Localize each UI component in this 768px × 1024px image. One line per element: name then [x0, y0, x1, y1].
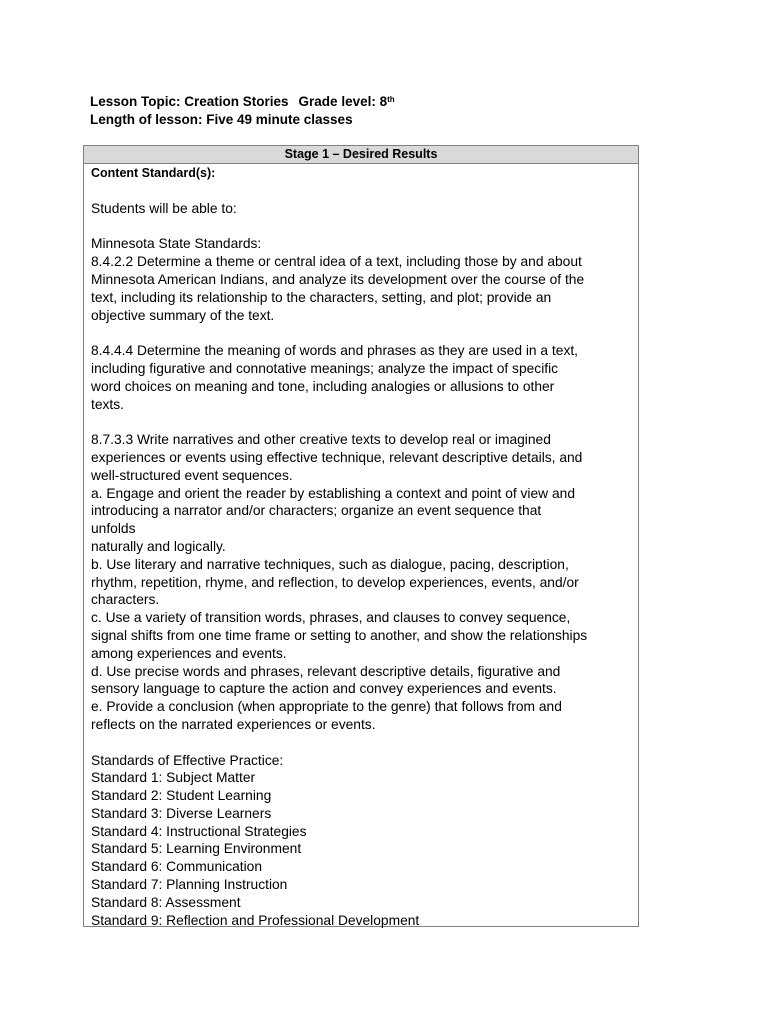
effective-practice-item: Standard 3: Diverse Learners — [91, 805, 272, 821]
effective-practice-item: Standard 4: Instructional Strategies — [91, 823, 307, 839]
standard-text-line: 8.7.3.3 Write narratives and other creative texts to develop real or imagined — [91, 432, 551, 448]
standard-text-line: word choices on meaning and tone, including analogies or allusions to other — [91, 378, 555, 394]
effective-practice-item: Standard 9: Reflection and Professional Development — [91, 912, 420, 928]
standard-text-line: reflects on the narrated experiences or events. — [91, 716, 376, 732]
standard-text-line: a. Engage and orient the reader by establishing a context and point of view and — [91, 485, 575, 501]
grade-suffix: th — [387, 95, 395, 104]
standard-text-line: b. Use literary and narrative techniques, such as dialogue, pacing, description, — [91, 556, 569, 572]
topic-line — [90, 93, 395, 111]
standard-text-line: introducing a narrator and/or characters; organize an event sequence that — [91, 503, 542, 519]
standard-text-line: rhythm, repetition, rhyme, and reflection, to develop experiences, events, and/or — [91, 574, 579, 590]
standard-text-line: e. Provide a conclusion (when appropriate to the genre) that follows from and — [91, 699, 562, 715]
standard-text-line: 8.4.2.2 Determine a theme or central idea of a text, including those by and about — [91, 254, 582, 270]
standard-text-line: 8.4.4.4 Determine the meaning of words and phrases as they are used in a text, — [91, 343, 579, 359]
standard-text-line: signal shifts from one time frame or setting to another, and show the relationships — [91, 627, 588, 643]
lesson-length: Length of lesson: Five 49 minute classes — [90, 112, 353, 127]
effective-practice-item: Standard 7: Planning Instruction — [91, 877, 288, 893]
standard-text-line: characters. — [91, 592, 160, 608]
standard-text-line: naturally and logically. — [91, 538, 226, 554]
effective-practice-list — [91, 769, 632, 929]
standard-text-line: d. Use precise words and phrases, relevant descriptive details, figurative and — [91, 663, 561, 679]
standard-text-line: among experiences and events. — [91, 645, 287, 661]
content-cell — [84, 164, 638, 929]
effective-practice-item: Standard 1: Subject Matter — [91, 770, 256, 786]
effective-practice-item: Standard 2: Student Learning — [91, 788, 272, 804]
standard-text-line: including figurative and connotative meanings; analyze the impact of specific — [91, 360, 559, 376]
effective-practice-item: Standard 8: Assessment — [91, 894, 241, 910]
effective-practice-heading: Standards of Effective Practice: — [91, 752, 284, 768]
standard-text-line: sensory language to capture the action and convey experiences and events. — [91, 681, 557, 697]
mn-standards-heading: Minnesota State Standards: — [91, 236, 262, 252]
intro-text: Students will be able to: — [91, 200, 237, 216]
stage-title: Stage 1 – Desired Results — [84, 146, 638, 164]
standard-8-4-2-2 — [91, 253, 632, 324]
standard-text-line: Minnesota American Indians, and analyze its development over the course of the — [91, 271, 585, 287]
standard-text-line: c. Use a variety of transition words, phrases, and clauses to convey sequence, — [91, 610, 571, 626]
lesson-topic: Lesson Topic: Creation Stories — [90, 94, 289, 109]
standard-text-line: texts. — [91, 396, 124, 412]
standard-8-7-3-3 — [91, 431, 632, 734]
standard-text-line: well-structured event sequences. — [91, 467, 293, 483]
content-standards-label: Content Standard(s): — [91, 166, 216, 180]
standard-text-line: experiences or events using effective technique, relevant descriptive details, and — [91, 449, 583, 465]
grade-level: Grade level: 8 — [298, 94, 388, 109]
standard-text-line: text, including its relationship to the characters, setting, and plot; provide an — [91, 289, 552, 305]
effective-practice-item: Standard 6: Communication — [91, 859, 263, 875]
standard-text-line: unfolds — [91, 521, 136, 537]
standard-8-4-4-4 — [91, 342, 632, 413]
effective-practice-item: Standard 5: Learning Environment — [91, 841, 302, 857]
standard-text-line: objective summary of the text. — [91, 307, 275, 323]
lesson-header — [90, 93, 395, 129]
stage-1-table — [83, 145, 639, 927]
